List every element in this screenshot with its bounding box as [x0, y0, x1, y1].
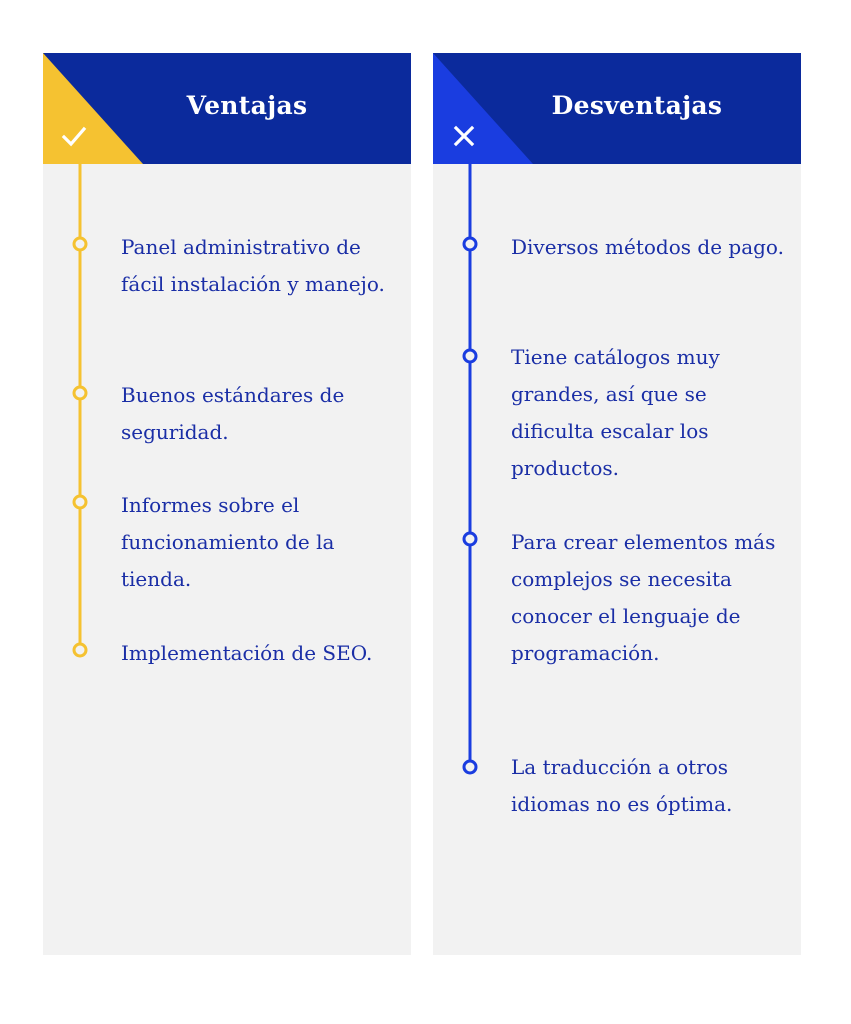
desventajas-timeline-dot	[464, 533, 476, 545]
desventajas-timeline-dot	[464, 761, 476, 773]
desventajas-timeline-dot	[464, 238, 476, 250]
desventajas-item: Para crear elementos más complejos se necesita conocer el lenguaje de programación.	[511, 530, 776, 665]
desventajas-card	[433, 53, 801, 955]
ventajas-title: Ventajas	[186, 91, 308, 120]
ventajas-card	[43, 53, 411, 955]
desventajas-timeline-dot	[464, 350, 476, 362]
ventajas-item: Buenos estándares de seguridad.	[121, 383, 345, 444]
desventajas-title: Desventajas	[551, 91, 723, 120]
cross-icon	[449, 121, 479, 151]
check-icon	[59, 121, 89, 151]
desventajas-item: Tiene catálogos muy grandes, así que se dificulta escalar los productos.	[511, 345, 720, 480]
ventajas-item: Panel administrativo de fácil instalación y manejo.	[121, 235, 385, 296]
desventajas-item: Diversos métodos de pago.	[511, 235, 784, 259]
ventajas-item: Informes sobre el funcionamiento de la tienda.	[121, 493, 335, 591]
ventajas-item: Implementación de SEO.	[121, 641, 373, 665]
ventajas-timeline-dot	[74, 387, 86, 399]
desventajas-item: La traducción a otros idiomas no es óptima.	[511, 755, 733, 816]
ventajas-header	[43, 53, 411, 164]
ventajas-timeline-dot	[74, 644, 86, 656]
desventajas-header	[433, 53, 801, 164]
ventajas-timeline-dot	[74, 238, 86, 250]
ventajas-timeline-dot	[74, 496, 86, 508]
